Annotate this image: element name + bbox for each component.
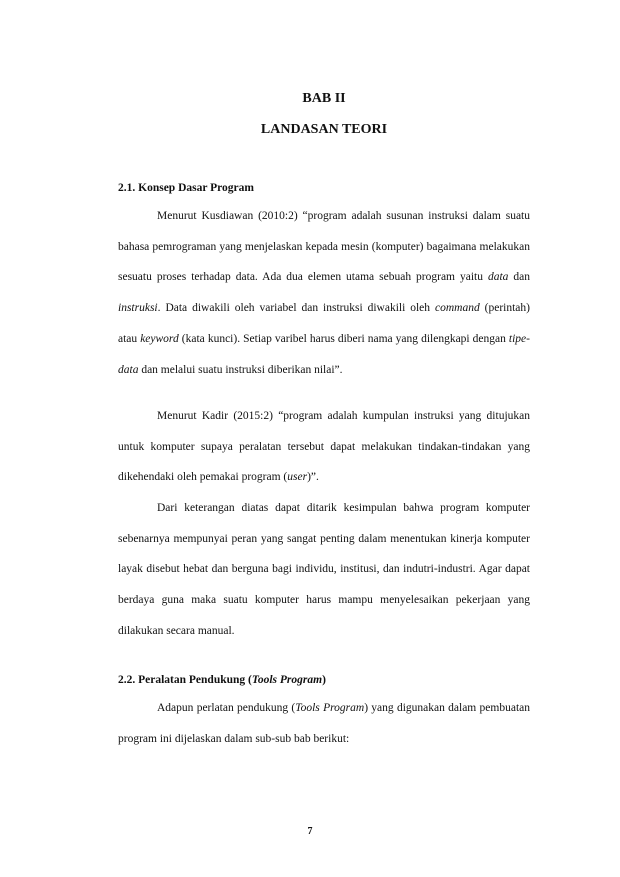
section-heading-2-1: 2.1. Konsep Dasar Program (118, 182, 254, 194)
paragraph-conclusion: Dari keterangan diatas dapat ditarik kesimpulan bahwa program komputer sebenarnya mempunyai peran yang sangat penting dalam menentukan kinerja komputer layak disebut hebat dan berguna bagi individu, institusi, dan indutri-industri. Agar dapat berdaya guna maka suatu komputer harus mampu menyelesaikan pekerjaan yang dilakukan secara manual. (118, 502, 530, 637)
page-number: 7 (307, 826, 313, 837)
chapter-title: LANDASAN TEORI (260, 122, 388, 137)
paragraph-kadir-definition: Menurut Kadir (2015:2) “program adalah kumpulan instruksi yang ditujukan untuk komputer supaya peralatan tersebut dapat melakukan tindakan-tindakan yang dikehendaki oleh pemakai program (user)”. (118, 410, 530, 484)
section-heading-2-2: 2.2. Peralatan Pendukung (Tools Program) (118, 674, 326, 686)
paragraph-kusdiawan-definition: Menurut Kusdiawan (2010:2) “program adalah susunan instruksi dalam suatu bahasa pemrograman yang menjelaskan kepada mesin (komputer) bagaimana melakukan sesuatu proses terhadap data. Ada dua elemen utama sebuah program yaitu data dan instruksi. Data diwakili oleh variabel dan instruksi diwakili oleh command (perintah) atau keyword (kata kunci). Setiap varibel harus diberi nama yang dilengkapi dengan tipe-data dan melalui suatu instruksi diberikan nilai”. (118, 210, 531, 376)
paragraph-tools-program: Adapun perlatan pendukung (Tools Program) yang digunakan dalam pembuatan program ini dijelaskan dalam sub-sub bab berikut: (118, 702, 530, 745)
chapter-number: BAB II (302, 91, 346, 106)
